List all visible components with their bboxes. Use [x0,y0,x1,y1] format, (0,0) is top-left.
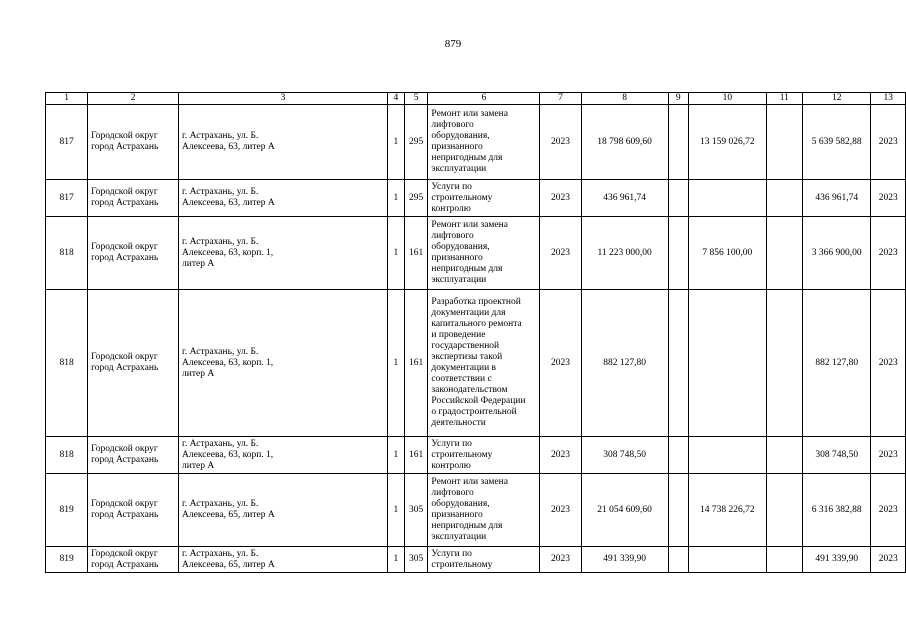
page-number: 879 [444,38,462,50]
cell-year: 2023 [540,217,581,290]
cell-col10: 13 159 026,72 [689,105,767,180]
cell-text-line: город Астрахань [91,142,159,152]
cell-text-line: признанного [431,253,483,263]
column-header: 13 [871,93,906,105]
cell-text-line: город Астрахань [91,455,159,465]
cell-col5: 161 [404,437,428,474]
cell-text-line: о градостроительной [431,407,517,417]
cell-completion-year: 2023 [871,474,906,547]
cell-text-line: документации в [431,363,497,373]
cell-address [179,180,388,217]
cell-col12: 436 961,74 [803,180,871,217]
cell-text-line: Алексеева, 63, корп. 1, [182,247,274,258]
column-header: 9 [668,93,688,105]
cell-text-line: Городской округ [91,187,158,197]
cell-municipality [88,105,179,180]
table-row [46,180,906,217]
cell-text-line: г. Астрахань, ул. Б. [182,131,259,141]
cell-col10 [689,290,767,437]
cell-work-type [428,180,540,217]
cell-col10 [689,547,767,573]
cell-total-cost: 308 748,50 [581,437,668,474]
cell-text-line: Ремонт или замена [431,220,508,230]
cell-object-number: 819 [46,547,88,573]
cell-text-line: Городской округ [91,131,158,141]
column-header: 1 [46,93,88,105]
cell-text-line: экспертизы такой [431,352,503,362]
cell-year: 2023 [540,105,581,180]
cell-col9 [668,547,688,573]
cell-text-line: Алексеева, 65, литер А [182,510,275,520]
cell-address [179,290,388,437]
cell-text-line: законодательством [431,385,508,395]
cell-text-line: государственной [431,341,500,351]
column-header: 5 [404,93,428,105]
cell-address [179,547,388,573]
cell-total-cost: 18 798 609,60 [581,105,668,180]
cell-text-line: документации для [431,308,506,318]
column-header: 2 [88,93,179,105]
column-header: 4 [387,93,404,105]
cell-col11 [766,217,802,290]
cell-text-line: г. Астрахань, ул. Б. [182,236,259,247]
cell-text-line: Ремонт или замена [431,477,508,487]
cell-col9 [668,290,688,437]
cell-object-number: 817 [46,180,88,217]
cell-text-line: строительному [431,192,493,203]
cell-col4: 1 [387,437,404,474]
cell-col10 [689,437,767,474]
cell-col4: 1 [387,180,404,217]
column-header: 6 [428,93,540,105]
cell-text-line: непригодным для [431,264,503,274]
cell-text-line: город Астрахань [91,510,159,520]
cell-col12: 882 127,80 [803,290,871,437]
cell-work-type [428,437,540,474]
cell-col12: 308 748,50 [803,437,871,474]
cell-address [179,437,388,474]
table-row [46,290,906,437]
cell-total-cost: 21 054 609,60 [581,474,668,547]
cell-text-line: признанного [431,142,483,152]
cell-col5: 295 [404,105,428,180]
table-row [46,474,906,547]
cell-col4: 1 [387,217,404,290]
cell-col10: 14 738 226,72 [689,474,767,547]
cell-completion-year: 2023 [871,290,906,437]
cell-text-line: литер А [182,258,215,269]
cell-object-number: 817 [46,105,88,180]
cell-total-cost: 436 961,74 [581,180,668,217]
cell-text-line: Городской округ [91,444,158,454]
cell-text-line: оборудования, [431,242,490,252]
cell-col4: 1 [387,547,404,573]
cell-col11 [766,180,802,217]
cell-text-line: Услуги по [431,548,472,559]
cell-completion-year: 2023 [871,437,906,474]
cell-col11 [766,437,802,474]
cell-completion-year: 2023 [871,180,906,217]
cell-text-line: капитального ремонта [431,319,522,329]
cell-text-line: Алексеева, 63, корп. 1, [182,449,274,460]
cell-object-number: 818 [46,290,88,437]
cell-year: 2023 [540,547,581,573]
cell-municipality [88,217,179,290]
table-row [46,217,906,290]
cell-text-line: и проведение [431,330,486,340]
cell-text-line: оборудования, [431,499,490,509]
cell-text-line: Ремонт или замена [431,109,508,119]
cell-text-line: Алексеева, 65, литер А [182,559,275,570]
cell-text-line: лифтового [431,488,474,498]
cell-completion-year: 2023 [871,217,906,290]
cell-col4: 1 [387,105,404,180]
cell-total-cost: 882 127,80 [581,290,668,437]
cell-text-line: лифтового [431,231,474,241]
column-header: 10 [689,93,767,105]
cell-text-line: эксплуатации [431,275,487,285]
cell-text-line: г. Астрахань, ул. Б. [182,187,259,197]
cell-text-line: признанного [431,510,483,520]
cell-object-number: 818 [46,217,88,290]
cell-municipality [88,180,179,217]
cell-year: 2023 [540,180,581,217]
table-row [46,105,906,180]
cell-work-type [428,290,540,437]
cell-work-type [428,217,540,290]
cell-text-line: строительному [431,449,493,460]
cell-col12: 5 639 582,88 [803,105,871,180]
cell-text-line: Городской округ [91,352,158,362]
cell-total-cost: 11 223 000,00 [581,217,668,290]
cell-text-line: Разработка проектной [431,297,521,307]
cell-text-line: эксплуатации [431,164,487,174]
cell-col5: 161 [404,290,428,437]
cell-address [179,217,388,290]
cell-text-line: соответствии с [431,374,492,384]
cell-col9 [668,437,688,474]
cell-text-line: Алексеева, 63, литер А [182,142,275,152]
cell-year: 2023 [540,474,581,547]
cell-year: 2023 [540,437,581,474]
cell-col10 [689,180,767,217]
cell-col5: 161 [404,217,428,290]
cell-col12: 6 316 382,88 [803,474,871,547]
cell-text-line: непригодным для [431,153,503,163]
cell-col9 [668,474,688,547]
cell-col9 [668,217,688,290]
cell-text-line: непригодным для [431,521,503,531]
cell-text-line: Услуги по [431,181,472,192]
cell-text-line: строительному [431,559,493,570]
column-header: 11 [766,93,802,105]
cell-text-line: г. Астрахань, ул. Б. [182,499,259,509]
cell-text-line: город Астрахань [91,559,159,570]
table-row [46,437,906,474]
cell-col12: 3 366 900,00 [803,217,871,290]
cell-municipality [88,547,179,573]
cell-text-line: оборудования, [431,131,490,141]
cell-text-line: город Астрахань [91,363,159,373]
column-header: 12 [803,93,871,105]
cell-text-line: контролю [431,203,471,214]
cell-total-cost: 491 339,90 [581,547,668,573]
cell-text-line: Российской Федерации [431,396,526,406]
column-header: 7 [540,93,581,105]
cell-text-line: деятельности [431,418,486,428]
cell-col10: 7 856 100,00 [689,217,767,290]
cell-completion-year: 2023 [871,547,906,573]
cell-text-line: эксплуатации [431,532,487,542]
cell-work-type [428,105,540,180]
cell-text-line: контролю [431,460,471,471]
cell-text-line: г. Астрахань, ул. Б. [182,346,259,357]
cell-col4: 1 [387,290,404,437]
cell-object-number: 819 [46,474,88,547]
cell-col11 [766,105,802,180]
cell-col11 [766,290,802,437]
cell-completion-year: 2023 [871,105,906,180]
cell-text-line: лифтового [431,120,474,130]
cell-text-line: Городской округ [91,548,158,559]
cell-object-number: 818 [46,437,88,474]
cell-col5: 305 [404,474,428,547]
column-header: 8 [581,93,668,105]
cell-col9 [668,105,688,180]
cell-year: 2023 [540,290,581,437]
cell-col5: 305 [404,547,428,573]
cell-col4: 1 [387,474,404,547]
cell-work-type [428,547,540,573]
column-header: 3 [179,93,388,105]
cell-col5: 295 [404,180,428,217]
table-row [46,547,906,573]
cell-text-line: г. Астрахань, ул. Б. [182,438,259,449]
cell-text-line: г. Астрахань, ул. Б. [182,548,259,559]
cell-text-line: Городской округ [91,242,158,252]
column-number-row [46,93,906,105]
cell-col12: 491 339,90 [803,547,871,573]
cell-text-line: Алексеева, 63, литер А [182,198,275,208]
cell-text-line: Алексеева, 63, корп. 1, [182,357,274,368]
data-table [45,92,906,573]
cell-col11 [766,474,802,547]
cell-work-type [428,474,540,547]
cell-col9 [668,180,688,217]
cell-municipality [88,290,179,437]
cell-text-line: Городской округ [91,499,158,509]
cell-text-line: литер А [182,460,215,471]
cell-col11 [766,547,802,573]
cell-text-line: город Астрахань [91,198,159,208]
cell-text-line: город Астрахань [91,253,159,263]
cell-address [179,474,388,547]
cell-municipality [88,474,179,547]
cell-text-line: литер А [182,368,215,379]
cell-text-line: Услуги по [431,438,472,449]
cell-address [179,105,388,180]
cell-municipality [88,437,179,474]
